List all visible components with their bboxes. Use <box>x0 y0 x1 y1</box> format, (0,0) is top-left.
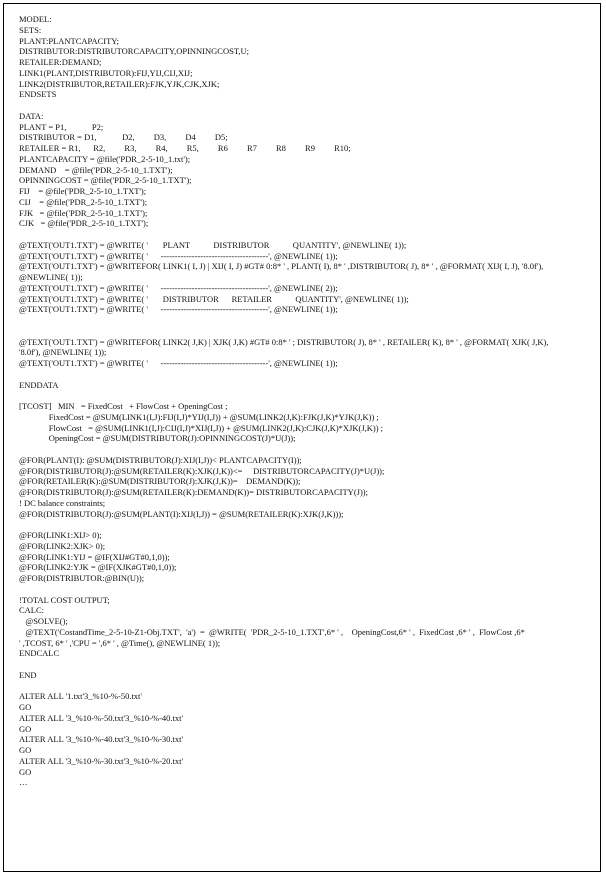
code-line: @FOR(PLANT(I): @SUM(DISTRIBUTOR(J):XIJ(I,J))< PLANTCAPACITY(I)); <box>19 454 302 465</box>
code-line: GO <box>19 702 32 712</box>
code-line: @NEWLINE( 1)); <box>19 272 83 282</box>
code-line: … <box>19 777 28 788</box>
code-line: LINK1(PLANT,DISTRIBUTOR):FIJ,YIJ,CIJ,XIJ; <box>19 67 193 78</box>
code-line: @TEXT('OUT1.TXT') = @WRITE( ' --------------------------------------', @NEWLINE( 1)); <box>19 358 338 368</box>
code-line: GO <box>19 723 32 734</box>
code-line: @SOLVE(); <box>19 616 68 626</box>
code-line: @FOR(DISTRIBUTOR(J):@SUM(RETAILER(K):XJK(J,K))<= DISTRIBUTORCAPACITY(J)*U(J)); <box>19 465 385 476</box>
code-line: @FOR(DISTRIBUTOR(J):@SUM(RETAILER(K):DEMAND(K))= DISTRIBUTORCAPACITY(J)); <box>19 487 368 497</box>
code-line: @FOR(LINK1:YIJ = @IF(XIJ#GT#0,1,0)); <box>19 551 170 562</box>
code-line: ENDSETS <box>19 89 57 100</box>
code-line: FlowCost = @SUM(LINK1(I,J):CIJ(I,J)*XIJ(I,J)) + @SUM(LINK2(J,K):CJK(J,K)*XJK(J,K)) ; <box>19 422 384 433</box>
code-line: FixedCost = @SUM(LINK1(I,J):FIJ(I,J)*YIJ(I,J)) + @SUM(LINK2(J,K):FJK(J,K)*YJK(J,K)) ; <box>19 411 379 422</box>
code-line: ALTER ALL '3_%10-%-40.txt'3_%10-%-30.txt' <box>19 734 184 745</box>
code-line: DISTRIBUTOR:DISTRIBUTORCAPACITY,OPINNINGCOST,U; <box>19 46 250 57</box>
code-line <box>19 326 599 337</box>
code-line: ! DC balance constraints; <box>19 497 106 508</box>
code-line: SETS: <box>19 24 42 35</box>
code-line <box>19 315 599 326</box>
code-line: RETAILER = R1, R2, R3, R4, R5, R6 R7 R8 R9 R10; <box>19 143 351 153</box>
code-line: FJK = @file('PDR_2-5-10_1.TXT'); <box>19 207 148 218</box>
code-line <box>19 681 599 692</box>
code-line: @FOR(DISTRIBUTOR:@BIN(U)); <box>19 573 145 583</box>
code-line: RETAILER:DEMAND; <box>19 57 102 67</box>
code-frame <box>3 3 601 872</box>
code-line: [TCOST] MIN = FixedCost + FlowCost + OpeningCost ; <box>19 401 228 411</box>
code-line: !TOTAL COST OUTPUT; <box>19 594 110 605</box>
code-line: OpeningCost = @SUM(DISTRIBUTOR(J):OPINNINGCOST(J)*U(J)); <box>19 433 296 444</box>
code-line: ENDDATA <box>19 379 59 390</box>
code-line: ' ,TCOST, 6* ' ,'CPU = ',6* ' , @Time(), @NEWLINE( 1)); <box>19 637 221 648</box>
code-line: FIJ = @file('PDR_2-5-10_1.TXT'); <box>19 186 147 196</box>
code-line: PLANT = P1, P2; <box>19 121 104 132</box>
code-line: '8.0f'), @NEWLINE( 1)); <box>19 347 107 358</box>
code-line: CALC: <box>19 605 45 616</box>
code-line: ENDCALC <box>19 648 60 659</box>
code-line: @FOR(LINK1:XIJ> 0); <box>19 530 102 540</box>
code-line: @TEXT('OUT1.TXT') = @WRITE( ' PLANT DISTRIBUTOR QUANTITY', @NEWLINE( 1)); <box>19 239 407 250</box>
code-line: GO <box>19 766 32 777</box>
code-line <box>19 444 599 455</box>
code-line: DATA: <box>19 110 44 121</box>
code-line <box>19 659 599 670</box>
code-line: @TEXT('OUT1.TXT') = @WRITE( ' DISTRIBUTOR RETAILER QUANTITY', @NEWLINE( 1)); <box>19 293 409 304</box>
code-line: END <box>19 669 37 680</box>
code-line: @TEXT('OUT1.TXT') = @WRITEFOR( LINK1( I, J) | XIJ( I, J) #GT# 0:8* ' , PLANT( I), 8* ' ,DISTRIBUTOR( J), 8* ' , @FORMAT( XIJ( I, J), '8.0f'), <box>19 261 544 272</box>
code-line: @TEXT('OUT1.TXT') = @WRITE( ' --------------------------------------', @NEWLINE( 1)); <box>19 304 338 315</box>
code-line: PLANTCAPACITY = @file('PDR_2-5-10_1.txt'); <box>19 153 191 164</box>
code-line: DISTRIBUTOR = D1, D2, D3, D4 D5; <box>19 132 228 143</box>
code-line: @TEXT('OUT1.TXT') = @WRITE( ' --------------------------------------', @NEWLINE( 1)); <box>19 250 338 261</box>
code-line: @TEXT('OUT1.TXT') = @WRITEFOR( LINK2( J,K) | XJK( J,K) #GT# 0:8* ' ; DISTRIBUTOR( J), 8* ' , RETAILER( K), 8* ' , @FORMAT( XJK( J,K), <box>19 336 549 347</box>
code-line <box>19 519 599 530</box>
code-line: OPINNINGCOST = @file('PDR_2-5-10_1.TXT'); <box>19 175 192 186</box>
code-line: GO <box>19 745 32 755</box>
code-line <box>19 390 599 401</box>
code-line: @TEXT('OUT1.TXT') = @WRITE( ' --------------------------------------', @NEWLINE( 2)); <box>19 282 338 293</box>
code-line <box>19 584 599 595</box>
code-line: ALTER ALL '1.txt'3_%10-%-50.txt' <box>19 691 142 702</box>
code-line: MODEL: <box>19 14 52 24</box>
code-listing <box>19 14 599 788</box>
code-line: CIJ = @file('PDR_2-5-10_1.TXT'); <box>19 196 148 207</box>
code-line: @FOR(DISTRIBUTOR(J):@SUM(PLANT(I):XIJ(I,J)) = @SUM(RETAILER(K):XJK(J,K))); <box>19 508 344 519</box>
code-line: DEMAND = @file('PDR_2-5-10_1.TXT'); <box>19 164 173 175</box>
code-line <box>19 369 599 380</box>
code-line: ALTER ALL '3_%10-%-30.txt'3_%10-%-20.txt' <box>19 755 184 766</box>
code-line: @FOR(RETAILER(K):@SUM(DISTRIBUTOR(J):XJK(J,K))= DEMAND(K)); <box>19 476 301 487</box>
code-line: @FOR(LINK2:XJK> 0); <box>19 540 106 551</box>
code-line: ALTER ALL '3_%10-%-50.txt'3_%10-%-40.txt' <box>19 712 184 723</box>
code-line <box>19 229 599 240</box>
code-line: CJK = @file('PDR_2-5-10_1.TXT'); <box>19 218 149 229</box>
code-line <box>19 100 599 111</box>
code-line: @FOR(LINK2:YJK = @IF(XJK#GT#0,1,0)); <box>19 562 177 573</box>
code-line: PLANT:PLANTCAPACITY; <box>19 35 120 46</box>
code-line: LINK2(DISTRIBUTOR,RETAILER):FJK,YJK,CJK,XJK; <box>19 78 220 89</box>
code-line: @TEXT('CostandTime_2-5-10-Z1-Obj.TXT', 'a') = @WRITE( 'PDR_2-5-10_1.TXT',6* ' , OpeningCost,6* ' , FixedCost ,6* ' , FlowCost ,6* <box>19 626 525 637</box>
